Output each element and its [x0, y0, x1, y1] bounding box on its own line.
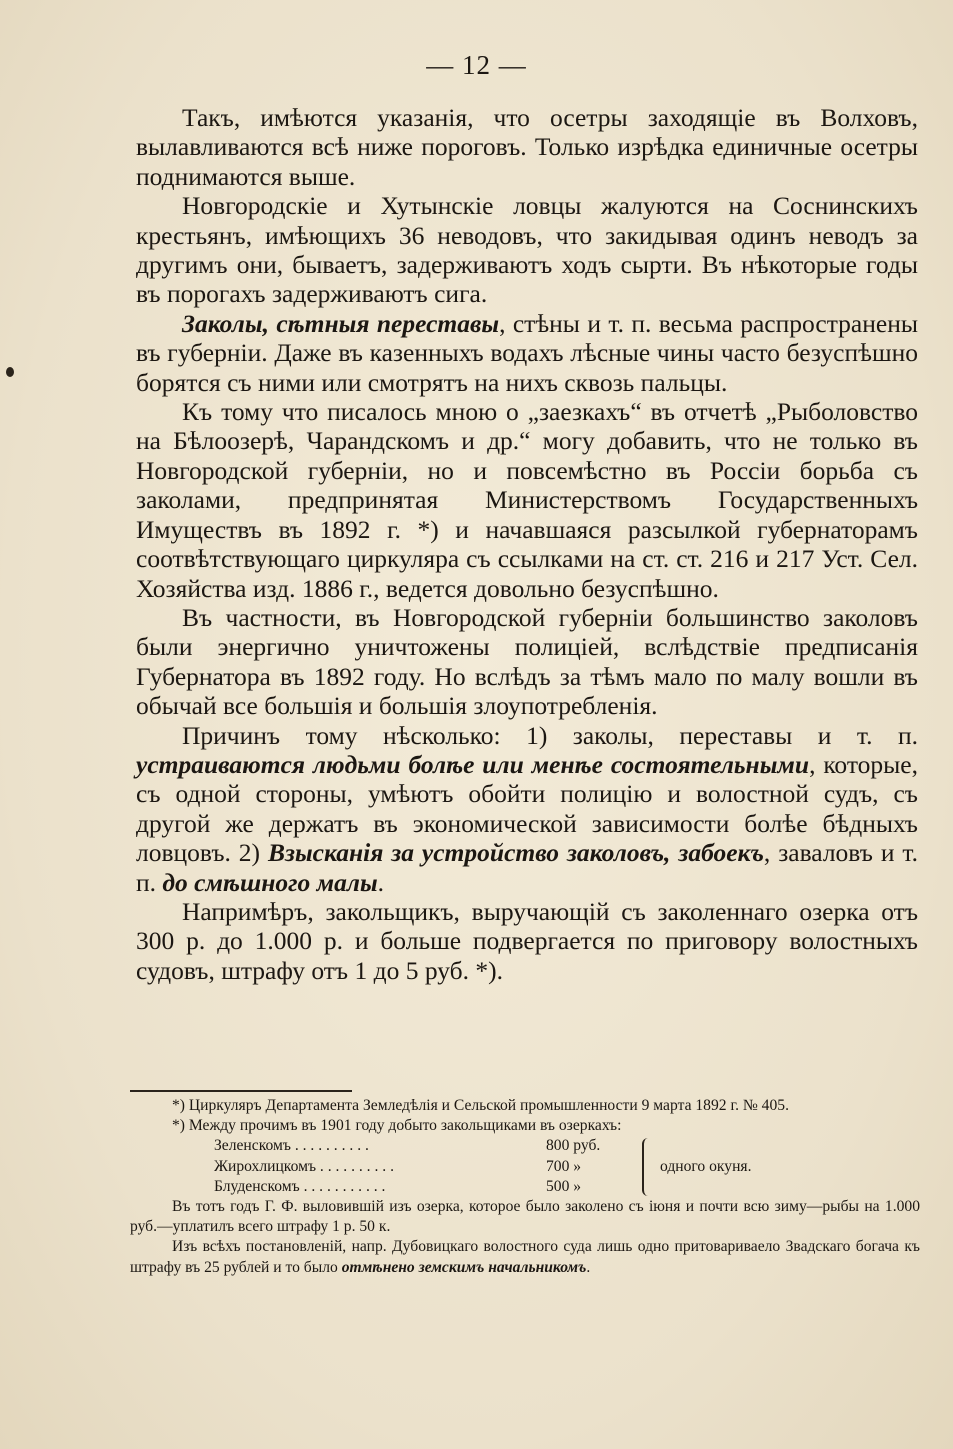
page-number: — 12 — [426, 50, 527, 80]
footnote-separator [130, 1090, 352, 1092]
footnotes [130, 1096, 920, 1278]
lake-name: Жирохлицкомъ . . . . . . . . . . [214, 1157, 394, 1175]
italic-phrase: устраиваются людьми болѣе или менѣе состоятельными [136, 749, 810, 779]
catch-sum: 500 » [546, 1177, 582, 1195]
lake-name: Зеленскомъ . . . . . . . . . . [214, 1137, 369, 1155]
paragraph: Новгородскіе и Хутынскіе ловцы жалуются на Соснинскихъ крестьянъ, имѣющихъ 36 неводовъ, что закидывая одинъ неводъ за другимъ они, бываетъ, задерживаютъ ходъ сырти. Въ нѣкоторые годы въ порогахъ задерживаютъ сига. [136, 191, 918, 309]
paragraph: Заколы, сѣтныя переставы, стѣны и т. п. весьма распространены въ губерніи. Даже въ казенныхъ водахъ лѣсные чины часто безуспѣшно борятся съ ними или смотрятъ на нихъ сквозь пальцы. [136, 308, 918, 397]
paragraph: Къ тому что писалось мною о „заезкахъ“ въ отчетѣ „Рыболовство на Бѣлоозерѣ, Чарандскомъ и др.“ могу добавить, что не только въ Новгородской губерніи, но и повсемѣстно въ Россіи борьба съ заколами, предпринятая Министерствомъ Государственныхъ Имуществъ въ 1892 г. *) и начавшаяся разсылкой губернаторамъ соотвѣтствующаго циркуляра съ ссылками на ст. ст. 216 и 217 Уст. Сел. Хозяйства изд. 1886 г., ведется довольно безуспѣшно. [136, 397, 918, 603]
main-text [136, 103, 918, 985]
italic-phrase: Заколы, сѣтныя переставы [182, 308, 500, 338]
italic-phrase: отмѣнено земскимъ начальникомъ [341, 1258, 587, 1276]
paragraph: Причинъ тому нѣсколько: 1) заколы, переставы и т. п. устраиваются людьми болѣе или менѣе состоятельными, которые, съ одной стороны, умѣютъ обойти полицію и волостной судъ, съ другой же держатъ въ экономической зависимости болѣе бѣдныхъ ловцовъ. 2) Взысканія за устройство заколовъ, забоекъ, заваловъ и т. п. до смѣшного малы. [136, 720, 919, 897]
catch-sum: 700 » [546, 1157, 582, 1175]
paragraph: Такъ, имѣются указанія, что осетры заходящіе въ Волховъ, вылавливаются всѣ ниже пороговъ. Только изрѣдка единичные осетры поднимаются выше. [136, 103, 918, 191]
paragraph: Въ частности, въ Новгородской губерніи большинство заколовъ были энергично уничтожены полиціей, вслѣдствіе предписанія Губернатора въ 1892 году. Но вслѣдъ за тѣмъ мало по малу вошли въ обычай все большія и большія злоупотребленія. [136, 602, 918, 721]
italic-phrase: Взысканія за устройство заколовъ, забоекъ [267, 838, 764, 868]
margin-ink-mark [6, 367, 14, 377]
lake-name: Блуденскомъ . . . . . . . . . . . [214, 1177, 386, 1195]
brace [642, 1136, 660, 1197]
footnote: Изъ всѣхъ постановленій, напр. Дубовицкаго волостного суда лишь одно притовариваело Звадскаго богача къ штрафу въ 25 рублей и то было отмѣнено земскимъ начальникомъ. [130, 1238, 920, 1276]
table-row [214, 1136, 752, 1156]
paragraph: Напримѣръ, закольщикъ, выручающій съ заколеннаго озерка отъ 300 р. до 1.000 р. и больше подвергается по приговору волостныхъ судовъ, штрафу отъ 1 до 5 руб. *). [136, 896, 918, 985]
italic-phrase: до смѣшного малы [162, 867, 378, 897]
footnote: *) Циркуляръ Департамента Земледѣлія и Сельской промышленности 9 марта 1892 г. № 405. [172, 1097, 789, 1114]
footnote: Въ тотъ годъ Г. Ф. выловившій изъ озерка, которое было заколено съ іюня и почти всю зиму—рыбы на 1.000 руб.—уплатилъ всего штрафу 1 р. 50 к. [130, 1198, 920, 1236]
catch-table [214, 1136, 752, 1197]
footnote: *) Между прочимъ въ 1901 году добыто закольщиками въ озеркахъ: [172, 1117, 622, 1135]
catch-sum: 800 руб. [546, 1137, 601, 1155]
catch-note: одного окуня. [660, 1157, 752, 1175]
